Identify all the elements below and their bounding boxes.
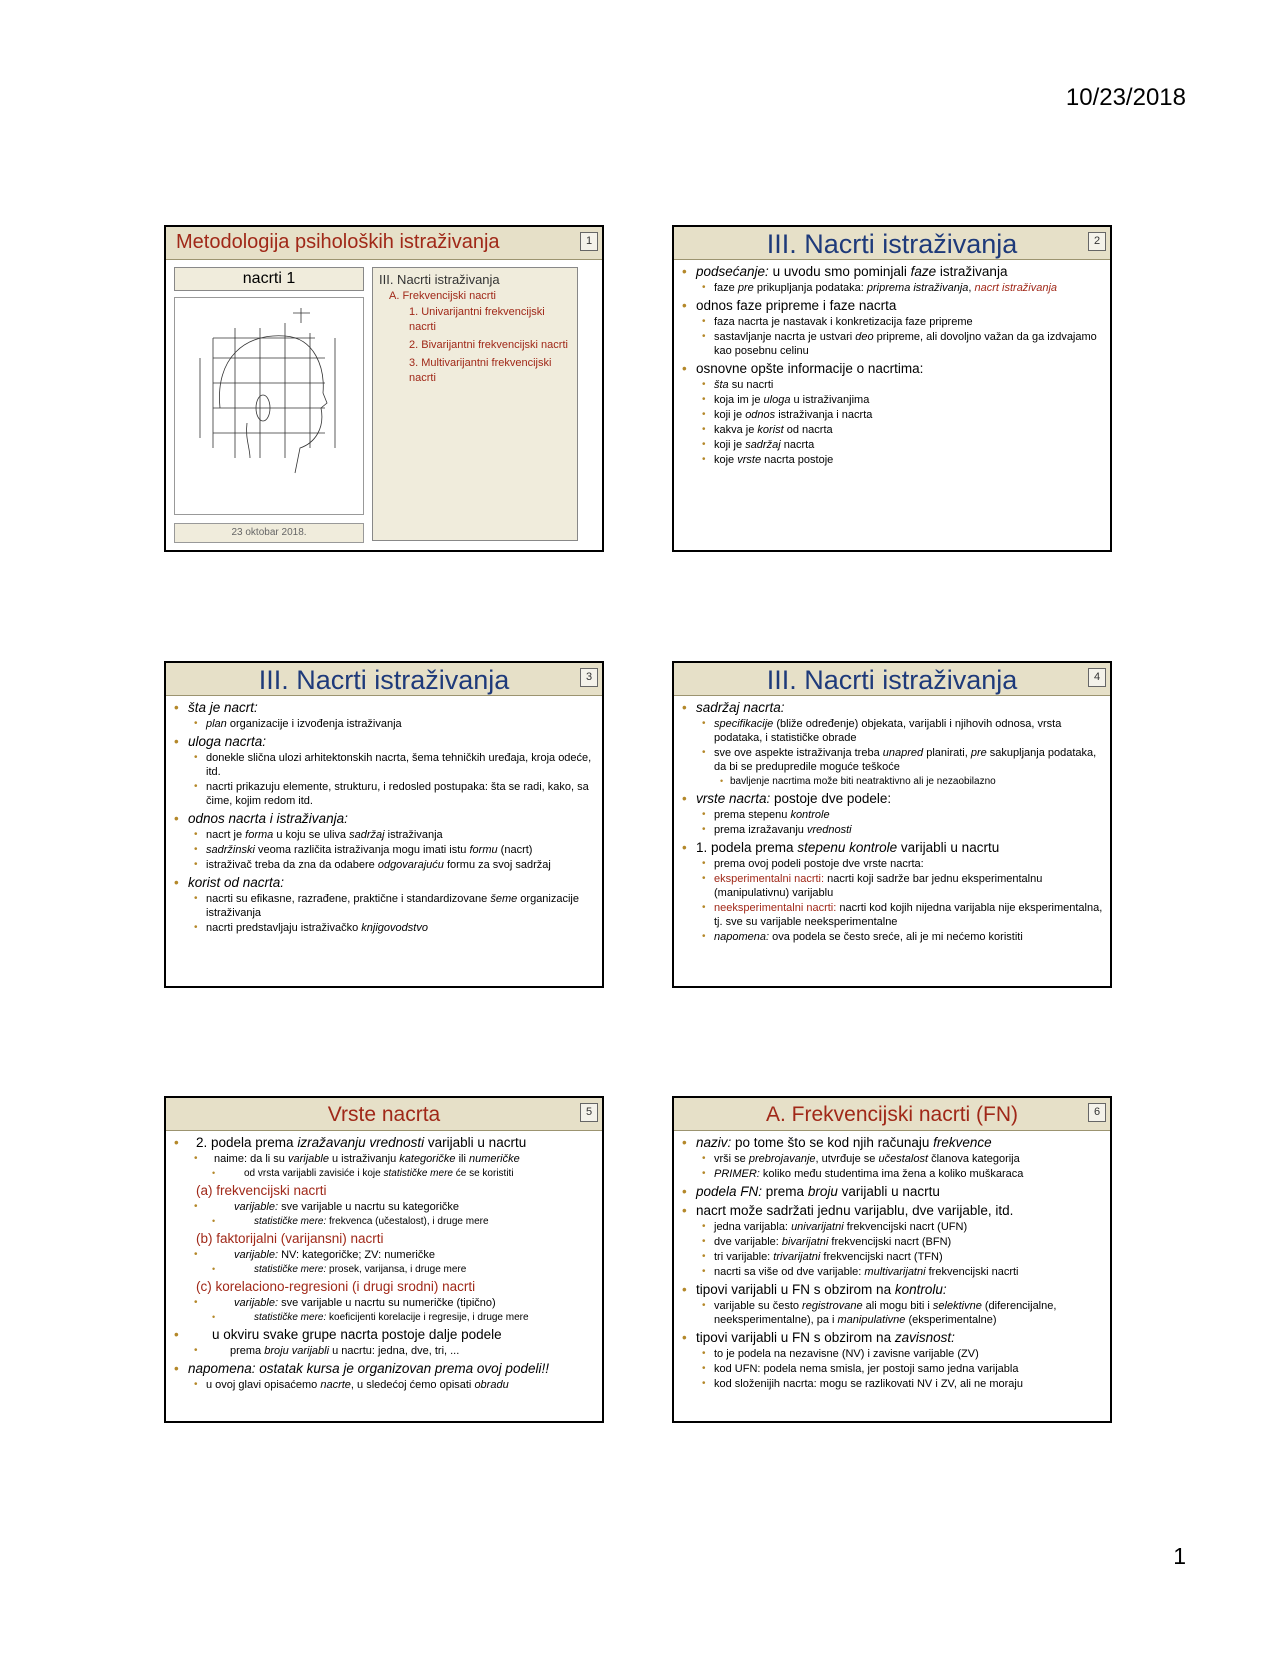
list-item: • sadržaj nacrta: bbox=[678, 699, 1106, 716]
list-item: • koji je sadržaj nacrta bbox=[678, 438, 1106, 452]
slide-2 bbox=[672, 225, 1112, 552]
list-item: • nacrt može sadržati jednu varijablu, dve varijable, itd. bbox=[678, 1202, 1106, 1219]
bullet-list bbox=[674, 696, 1110, 944]
list-item: • u okviru svake grupe nacrta postoje dalje podele bbox=[170, 1326, 598, 1343]
list-item: (c) korelaciono-regresioni (i drugi srodni) nacrti bbox=[196, 1279, 476, 1294]
title-text: III. Nacrti istraživanja bbox=[766, 229, 1018, 259]
slide-date: 23 oktobar 2018. bbox=[174, 523, 364, 543]
title-text: Vrste nacrta bbox=[327, 1103, 441, 1126]
bullet-list bbox=[674, 1131, 1110, 1391]
slide-title bbox=[166, 1098, 602, 1131]
list-item: • koje vrste nacrta postoje bbox=[678, 453, 1106, 467]
slide-1 bbox=[164, 225, 604, 552]
list-item: • nacrti su efikasne, razrađene, praktične i standardizovane šeme organizacije istraživanja bbox=[170, 892, 598, 920]
slide-title bbox=[674, 227, 1110, 260]
slide-number: 5 bbox=[580, 1103, 598, 1122]
list-item: • napomena: ostatak kursa je organizovan prema ovoj podeli!! bbox=[170, 1360, 598, 1377]
list-item: • tipovi varijabli u FN s obzirom na zavisnost: bbox=[678, 1329, 1106, 1346]
slide-number: 4 bbox=[1088, 668, 1106, 687]
slide-title bbox=[674, 663, 1110, 696]
list-item: • šta je nacrt: bbox=[170, 699, 598, 716]
list-item: • PRIMER: koliko među studentima ima žena a koliko muškaraca bbox=[678, 1167, 1106, 1181]
list-item: • osnovne opšte informacije o nacrtima: bbox=[678, 360, 1106, 377]
slide-title bbox=[166, 227, 602, 260]
list-item: • vrši se prebrojavanje, utvrđuje se učestalost članova kategorija bbox=[678, 1152, 1106, 1166]
list-item: (b) faktorijalni (varijansni) nacrti bbox=[196, 1231, 384, 1246]
list-item: • koji je odnos istraživanja i nacrta bbox=[678, 408, 1106, 422]
list-item: • napomena: ova podela se često sreće, ali je mi nećemo koristiti bbox=[678, 930, 1106, 944]
list-item: • faze pre prikupljanja podataka: priprema istraživanja, nacrt istraživanja bbox=[678, 281, 1106, 295]
list-item: • korist od nacrta: bbox=[170, 874, 598, 891]
slide-6 bbox=[672, 1096, 1112, 1423]
list-item: • naziv: po tome što se kod njih računaju frekvence bbox=[678, 1134, 1106, 1151]
list-item: • tipovi varijabli u FN s obzirom na kontrolu: bbox=[678, 1281, 1106, 1298]
slide-5 bbox=[164, 1096, 604, 1423]
list-item: • naime: da li su varijable u istraživanju kategoričke ili numeričke bbox=[170, 1152, 598, 1166]
list-item: • statističke mere: frekvenca (učestalost), i druge mere bbox=[170, 1215, 598, 1228]
list-item: • prema broju varijabli u nacrtu: jedna, dve, tri, ... bbox=[170, 1344, 598, 1358]
list-item: • varijable: NV: kategoričke; ZV: numeričke bbox=[170, 1248, 598, 1262]
list-item: • varijable: sve varijable u nacrtu su numeričke (tipično) bbox=[170, 1296, 598, 1310]
list-item: • kod UFN: podela nema smisla, jer postoji samo jedna varijabla bbox=[678, 1362, 1106, 1376]
list-item: • podela FN: prema broju varijabli u nacrtu bbox=[678, 1183, 1106, 1200]
slide-number: 1 bbox=[580, 232, 598, 251]
list-item: • sastavljanje nacrta je ustvari deo pripreme, ali dovoljno važan da ga izdvajamo kao posebnu celinu bbox=[678, 330, 1106, 358]
list-item: • varijable: sve varijable u nacrtu su kategoričke bbox=[170, 1200, 598, 1214]
toc-item: III. Nacrti istraživanja bbox=[379, 272, 500, 287]
bullet-list bbox=[166, 696, 602, 935]
list-item: • odnos faze pripreme i faze nacrta bbox=[678, 297, 1106, 314]
toc-item: 3. Multivarijantni frekvencijski nacrti bbox=[409, 357, 552, 384]
page-number: 1 bbox=[1173, 1543, 1186, 1569]
list-item: • kakva je korist od nacrta bbox=[678, 423, 1106, 437]
list-item: • faza nacrta je nastavak i konkretizacija faze pripreme bbox=[678, 315, 1106, 329]
bullet-list bbox=[166, 1131, 602, 1392]
list-item: • odnos nacrta i istraživanja: bbox=[170, 810, 598, 827]
list-item: • podsećanje: u uvodu smo pominjali faze istraživanja bbox=[678, 263, 1106, 280]
list-item: • od vrsta varijabli zavisiće i koje statističke mere će se koristiti bbox=[170, 1167, 598, 1180]
title-text: Metodologija psiholoških istraživanja bbox=[176, 231, 500, 253]
list-item: • tri varijable: trivarijatni frekvencijski nacrt (TFN) bbox=[678, 1250, 1106, 1264]
list-item: • nacrti prikazuju elemente, strukturu, i redosled postupaka: šta se radi, kako, sa čime, kojim redom itd. bbox=[170, 780, 598, 808]
list-item: • eksperimentalni nacrti: nacrti koji sadrže bar jednu eksperimentalnu (manipulativnu) varijablu bbox=[678, 872, 1106, 900]
slide-title bbox=[166, 663, 602, 696]
list-item: • specifikacije (bliže određenje) objekata, varijabli i njihovih odnosa, vrsta podataka, i statističke obrade bbox=[678, 717, 1106, 745]
list-item: • to je podela na nezavisne (NV) i zavisne varijable (ZV) bbox=[678, 1347, 1106, 1361]
list-item: • nacrt je forma u koju se uliva sadržaj istraživanja bbox=[170, 828, 598, 842]
list-item: • u ovoj glavi opisaćemo nacrte, u sledećoj ćemo opisati obradu bbox=[170, 1378, 598, 1392]
head-drawing-image bbox=[174, 297, 364, 515]
list-item: • statističke mere: prosek, varijansa, i druge mere bbox=[170, 1263, 598, 1276]
slide-4 bbox=[672, 661, 1112, 988]
list-item: • prema stepenu kontrole bbox=[678, 808, 1106, 822]
list-item: • sve ove aspekte istraživanja treba unapred planirati, pre sakupljanja podataka, da bi se predupredile moguće teškoće bbox=[678, 746, 1106, 774]
list-item: • bavljenje nacrtima može biti neatraktivno ali je nezaobilazno bbox=[678, 775, 1106, 788]
toc-item: 1. Univarijantni frekvencijski nacrti bbox=[409, 306, 545, 333]
list-item: • kod složenijih nacrta: mogu se razlikovati NV i ZV, ali ne moraju bbox=[678, 1377, 1106, 1391]
slide-number: 6 bbox=[1088, 1103, 1106, 1122]
list-item: • prema ovoj podeli postoje dve vrste nacrta: bbox=[678, 857, 1106, 871]
list-item: • jedna varijabla: univarijatni frekvencijski nacrt (UFN) bbox=[678, 1220, 1106, 1234]
list-item: • plan organizacije i izvođenja istraživanja bbox=[170, 717, 598, 731]
list-item: • šta su nacrti bbox=[678, 378, 1106, 392]
toc-item: 2. Bivarijantni frekvencijski nacrti bbox=[409, 339, 568, 351]
page-date: 10/23/2018 bbox=[1065, 84, 1186, 111]
list-item: • koja im je uloga u istraživanjima bbox=[678, 393, 1106, 407]
list-item: • uloga nacrta: bbox=[170, 733, 598, 750]
list-item: • istraživač treba da zna da odabere odgovarajuću formu za svoj sadržaj bbox=[170, 858, 598, 872]
list-item: • prema izražavanju vrednosti bbox=[678, 823, 1106, 837]
list-item: • sadržinski veoma različita istraživanja mogu imati istu formu (nacrt) bbox=[170, 843, 598, 857]
list-item: (a) frekvencijski nacrti bbox=[196, 1183, 327, 1198]
slide-number: 3 bbox=[580, 668, 598, 687]
list-item: • vrste nacrta: postoje dve podele: bbox=[678, 790, 1106, 807]
list-item: • donekle slična ulozi arhitektonskih nacrta, šema tehničkih uređaja, kroja odeće, itd. bbox=[170, 751, 598, 779]
list-item: • dve varijable: bivarijatni frekvencijski nacrt (BFN) bbox=[678, 1235, 1106, 1249]
table-of-contents bbox=[372, 267, 578, 541]
title-text: A. Frekvencijski nacrti (FN) bbox=[765, 1103, 1019, 1126]
list-item: • nacrti sa više od dve varijable: multivarijatni frekvencijski nacrti bbox=[678, 1265, 1106, 1279]
title-text: III. Nacrti istraživanja bbox=[258, 665, 510, 695]
list-item: • 2. podela prema izražavanju vrednosti varijabli u nacrtu bbox=[170, 1134, 598, 1151]
bullet-list bbox=[674, 260, 1110, 467]
slide-3 bbox=[164, 661, 604, 988]
list-item: • statističke mere: koeficijenti korelacije i regresije, i druge mere bbox=[170, 1311, 598, 1324]
slide-number: 2 bbox=[1088, 232, 1106, 251]
toc-item: A. Frekvencijski nacrti bbox=[389, 290, 496, 302]
list-item: • neeksperimentalni nacrti: nacrti kod kojih nijedna varijabla nije eksperimentalna, tj. sve su varijable neeksperimentalne bbox=[678, 901, 1106, 929]
list-item: • nacrti predstavljaju istraživačko knjigovodstvo bbox=[170, 921, 598, 935]
list-item: • 1. podela prema stepenu kontrole varijabli u nacrtu bbox=[678, 839, 1106, 856]
slide-title bbox=[674, 1098, 1110, 1131]
list-item: • varijable su često registrovane ali mogu biti i selektivne (diferencijalne, neeksperimentalne), pa i manipulativne (eksperimentalne) bbox=[678, 1299, 1106, 1327]
title-text: III. Nacrti istraživanja bbox=[766, 665, 1018, 695]
slide-subtitle: nacrti 1 bbox=[174, 267, 364, 291]
